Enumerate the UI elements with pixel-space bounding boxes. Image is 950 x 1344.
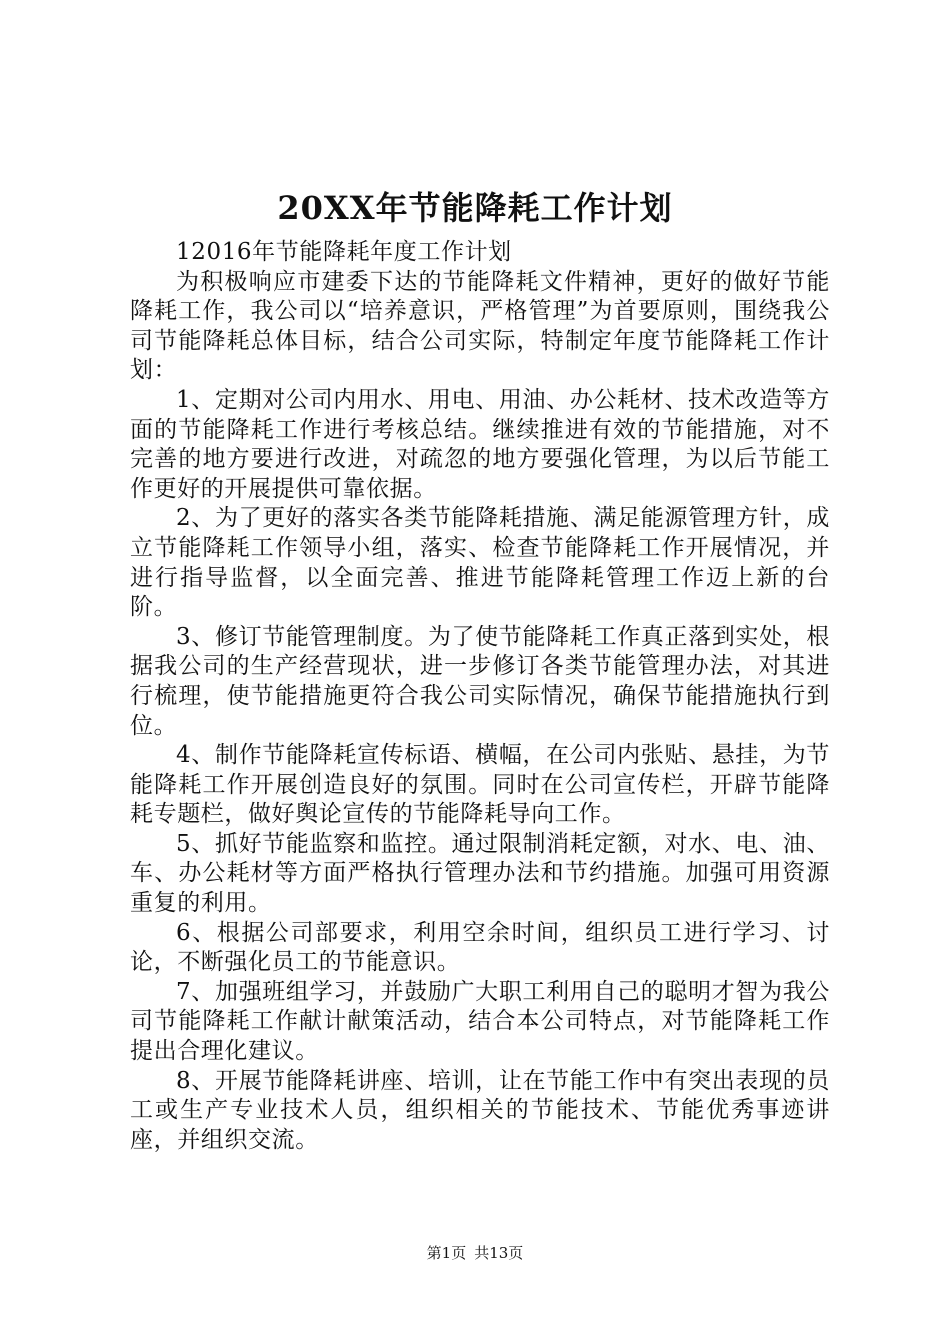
paragraph-item-6: 6、根据公司部要求，利用空余时间，组织员工进行学习、讨论，不断强化员工的节能意识。 — [130, 919, 830, 976]
paragraph-item-8: 8、开展节能降耗讲座、培训，让在节能工作中有突出表现的员工或生产专业技术人员，组织相关的节能技术、节能优秀事迹讲座，并组织交流。 — [130, 1067, 830, 1153]
paragraph-heading: 12016年节能降耗年度工作计划 — [176, 239, 512, 265]
page-number-total: 共13页 — [474, 1244, 524, 1262]
paragraph-item-3: 3、修订节能管理制度。为了使节能降耗工作真正落到实处，根据我公司的生产经营现状，进一步修订各类节能管理办法，对其进行梳理，使节能措施更符合我公司实际情况，确保节能措施执行到位。 — [130, 623, 830, 739]
page-footer — [0, 1242, 950, 1264]
page-number-current: 第1页 — [426, 1244, 467, 1262]
paragraph-item-5: 5、抓好节能监察和监控。通过限制消耗定额，对水、电、油、车、办公耗材等方面严格执行管理办法和节约措施。加强可用资源重复的利用。 — [130, 830, 830, 917]
paragraph-item-7: 7、加强班组学习，并鼓励广大职工利用自己的聪明才智为我公司节能降耗工作献计献策活动，结合本公司特点，对节能降耗工作提出合理化建议。 — [130, 978, 830, 1065]
paragraph-item-2: 2、为了更好的落实各类节能降耗措施、满足能源管理方针，成立节能降耗工作领导小组，落实、检查节能降耗工作开展情况，并进行指导监督，以全面完善、推进节能降耗管理工作迈上新的台阶。 — [130, 505, 830, 621]
document-body — [130, 238, 830, 1155]
paragraph-item-4: 4、制作节能降耗宣传标语、横幅，在公司内张贴、悬挂，为节能降耗工作开展创造良好的氛围。同时在公司宣传栏，开辟节能降耗专题栏，做好舆论宣传的节能降耗导向工作。 — [130, 742, 830, 828]
document-title: 20XX年节能降耗工作计划 — [277, 189, 673, 227]
paragraph-item-1: 1、定期对公司内用水、用电、用油、办公耗材、技术改造等方面的节能降耗工作进行考核总结。继续推进有效的节能措施，对不完善的地方要进行改进，对疏忽的地方要强化管理，为以后节能工作更好的开展提供可靠依据。 — [130, 386, 830, 502]
paragraph-intro: 为积极响应市建委下达的节能降耗文件精神，更好的做好节能降耗工作，我公司以“培养意识，严格管理”为首要原则，围绕我公司节能降耗总体目标，结合公司实际，特制定年度节能降耗工作计划： — [130, 268, 830, 384]
